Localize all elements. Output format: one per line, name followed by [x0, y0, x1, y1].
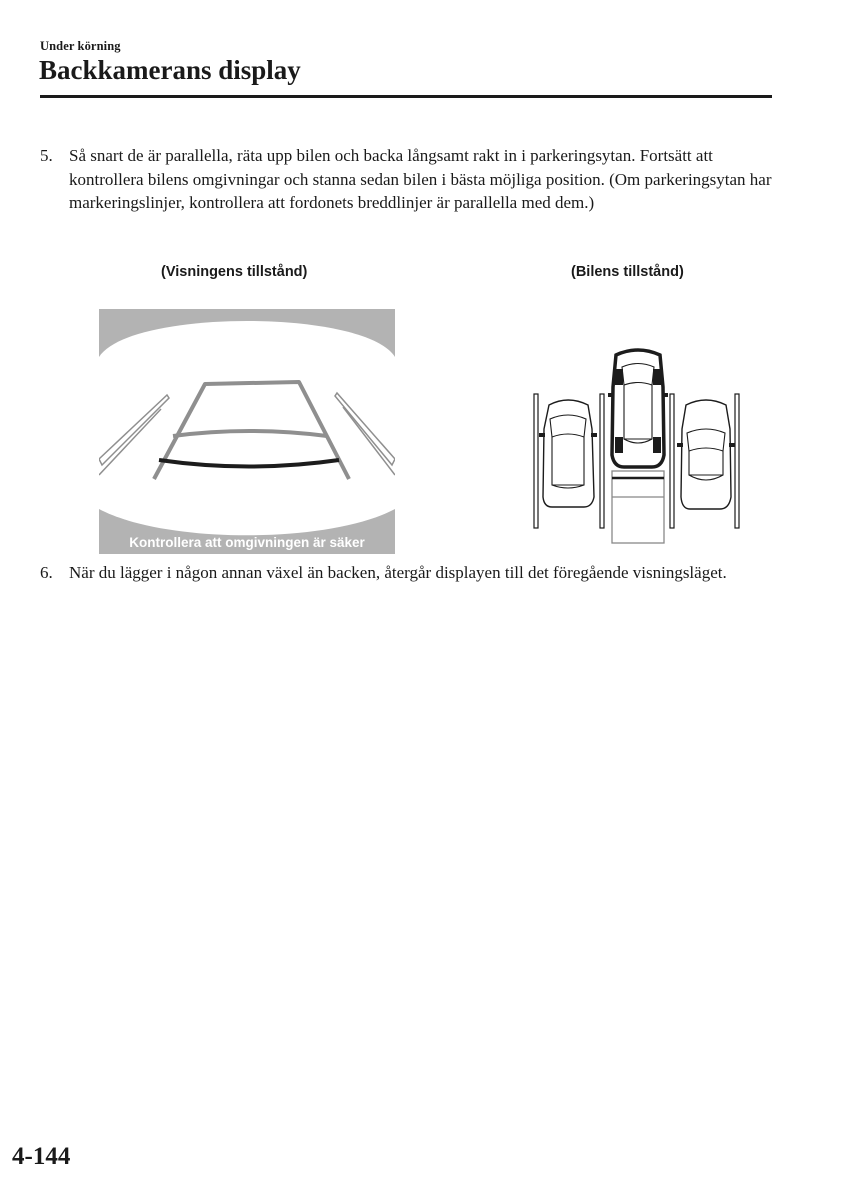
title-divider — [40, 95, 772, 98]
parked-car-right — [677, 400, 735, 509]
parking-line-center-left — [600, 394, 604, 528]
screen-warning-message: Kontrollera att omgivningen är säker — [129, 535, 365, 550]
vehicle-state-figure — [532, 347, 744, 545]
parking-line-center-right — [670, 394, 674, 528]
wheel — [615, 437, 623, 453]
page-number: 4-144 — [12, 1143, 71, 1170]
parking-line-left — [534, 394, 538, 528]
camera-display-figure — [99, 309, 395, 554]
step-item — [40, 144, 780, 215]
step-number: 5. — [40, 146, 53, 165]
display-caption: (Visningens tillstånd) — [161, 264, 308, 280]
parking-diagram — [532, 347, 744, 545]
step-number: 6. — [40, 563, 53, 582]
step-item — [40, 561, 780, 585]
section-label: Under körning — [40, 39, 121, 53]
parking-line-right — [735, 394, 739, 528]
camera-display-graphic — [99, 309, 395, 554]
width-guide-projection — [612, 471, 664, 543]
step-text: När du lägger i någon annan växel än backen, återgår displayen till det föregående visningsläget. — [69, 563, 727, 582]
wheel — [653, 369, 661, 385]
vehicle-caption: (Bilens tillstånd) — [571, 264, 684, 280]
step-text: Så snart de är parallella, räta upp bilen och backa långsamt rakt in i parkeringsytan. Fortsätt att kontrollera bilens omgivningar och stanna sedan bilen i bästa möjliga position. (Om parkeringsytan har markeringslinjer, kontrollera att fordonets breddlinjer är parallella med dem.) — [69, 146, 772, 212]
wheel — [653, 437, 661, 453]
page-title: Backkamerans display — [39, 55, 301, 85]
parked-car-left — [539, 400, 597, 507]
reversing-car — [608, 350, 668, 467]
wheel — [615, 369, 623, 385]
